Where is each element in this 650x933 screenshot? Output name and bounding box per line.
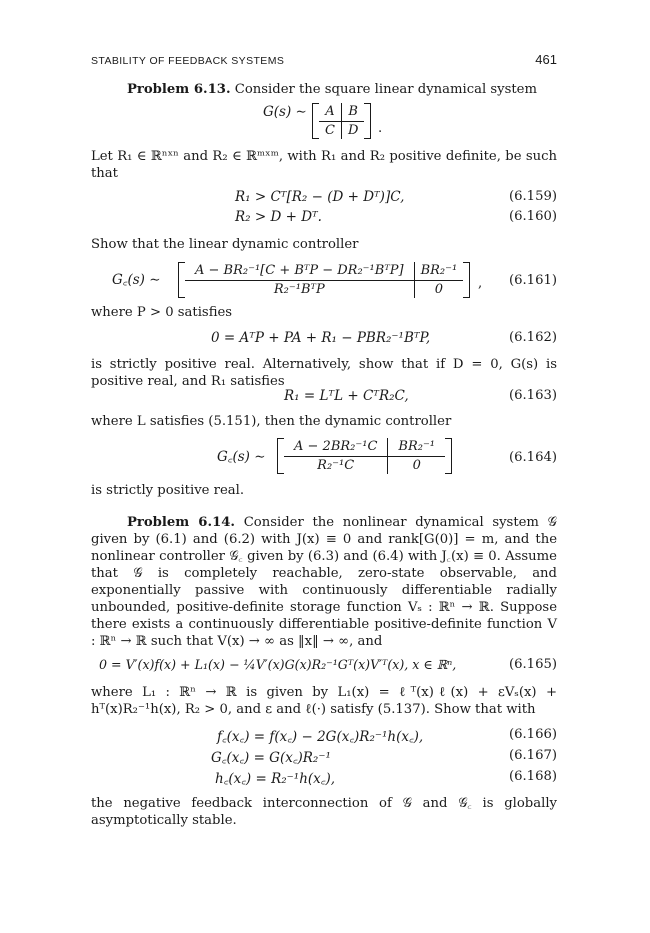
where-P-paragraph: where P > 0 satisfies [91,305,233,320]
matrix-cell: R₂⁻¹C [284,457,388,475]
equation-6-159 [91,189,557,209]
equation-number: (6.162) [508,330,557,345]
matrix-cell: C [319,122,342,140]
equation-number: (6.159) [508,189,557,204]
equation-number: (6.166) [508,727,557,742]
matrix-cell: A [319,103,342,122]
page-number: 461 [535,52,557,67]
equation-6-167 [91,748,557,768]
controller-Gc-lhs-2: G꜀(s) ∼ [217,449,266,465]
matrix-cell: BR₂⁻¹ [415,262,464,281]
spr-paragraph: is strictly positive real. [91,483,245,498]
let-paragraph: Let R₁ ∈ ℝⁿˣⁿ and R₂ ∈ ℝᵐˣᵐ, with R₁ and R₂ positive definite, be such that [91,149,557,181]
equation-6-168 [91,769,557,789]
conclusion-paragraph: the negative feedback interconnection of 𝒢 and 𝒢꜀ is globally asymptotically stable. [91,796,557,828]
matrix-cell: D [347,122,359,138]
problem-613-intro: Consider the square linear dynamical system [234,82,537,97]
matrix-cell: A − 2BR₂⁻¹C [284,438,388,457]
matrix-cell: 0 [412,457,421,473]
equation-body: R₁ = LᵀL + CᵀR₂C, [284,388,409,404]
punctuation-period: . [378,121,383,136]
equation-6-160 [91,209,557,229]
running-head [91,52,557,67]
equation-number: (6.167) [508,748,557,763]
controller-matrix-6-164 [277,438,452,474]
problem-613-heading-line [127,81,537,98]
matrix-cell: BR₂⁻¹ [388,438,445,457]
running-title: STABILITY OF FEEDBACK SYSTEMS [91,55,285,67]
problem-614-body: Consider the nonlinear dynamical system 𝒢 given by (6.1) and (6.2) with J(x) ≡ 0 and rank[G(0)] = m, and the nonlinear controller 𝒢꜀ given by (6.3) and (6.4) with J꜀(x) ≡ 0. Assume that 𝒢 is completely reachable, zero-state observable, and exponentially passive with continuously differentiable radially unbounded, positive-definite storage function Vₛ : ℝⁿ → ℝ. Suppose there exists a continuously differentiable positive-definite function V : ℝⁿ → ℝ such that V(x) → ∞ as ‖x‖ → ∞, and [91,515,557,649]
controller-matrix-6-161 [178,262,470,298]
equation-6-162 [91,330,557,350]
equation-body: 0 = V′(x)f(x) + L₁(x) − ¼V′(x)G(x)R₂⁻¹Gᵀ(x)V′ᵀ(x), x ∈ ℝⁿ, [99,657,457,672]
equation-6-166 [91,727,557,747]
equation-6-163 [91,388,557,408]
problem-614-heading: Problem 6.14. [127,515,236,530]
equation-number: (6.163) [508,388,557,403]
matrix-cell: A − BR₂⁻¹[C + BᵀP − DR₂⁻¹BᵀP] [185,262,415,281]
problem-614-paragraph [91,514,557,650]
equation-6-165 [91,657,557,677]
alternative-paragraph: is strictly positive real. Alternatively, show that if D = 0, G(s) is positive real, and R₁ satisfies [91,357,557,389]
matrix-cell: R₂⁻¹BᵀP [185,281,415,299]
matrix-cell: B [342,103,364,122]
system-G-matrix [312,103,371,139]
equation-body: R₁ > Cᵀ[R₂ − (D + Dᵀ)]C, [235,189,405,205]
matrix-cell: 0 [434,281,444,297]
equation-body: G꜀(x꜀) = G(x꜀)R₂⁻¹ [211,750,331,766]
equation-number: (6.164) [508,450,557,465]
show-paragraph: Show that the linear dynamic controller [91,237,359,252]
equation-body: R₂ > D + Dᵀ. [235,209,322,225]
equation-body: f꜀(x꜀) = f(x꜀) − 2G(x꜀)R₂⁻¹h(x꜀), [217,729,424,745]
where-L-paragraph: where L satisfies (5.151), then the dynamic controller [91,414,452,429]
equation-body: h꜀(x꜀) = R₂⁻¹h(x꜀), [215,771,335,787]
punctuation-comma: , [478,276,483,291]
equation-number: (6.168) [508,769,557,784]
equation-number: (6.160) [508,209,557,224]
equation-body: 0 = AᵀP + PA + R₁ − PBR₂⁻¹BᵀP, [211,330,431,346]
equation-number: (6.161) [508,273,557,288]
equation-number: (6.165) [508,657,557,672]
system-G-lhs: G(s) ∼ [263,104,307,120]
where-L1-paragraph: where L₁ : ℝⁿ → ℝ is given by L₁(x) = ℓᵀ(x)ℓ(x) + εVₛ(x) + hᵀ(x)R₂⁻¹h(x), R₂ > 0, and ε and ℓ(·) satisfy (5.137). Show that with [91,685,557,717]
problem-613-heading: Problem 6.13. [127,82,231,97]
controller-Gc-lhs: G꜀(s) ∼ [112,272,161,288]
